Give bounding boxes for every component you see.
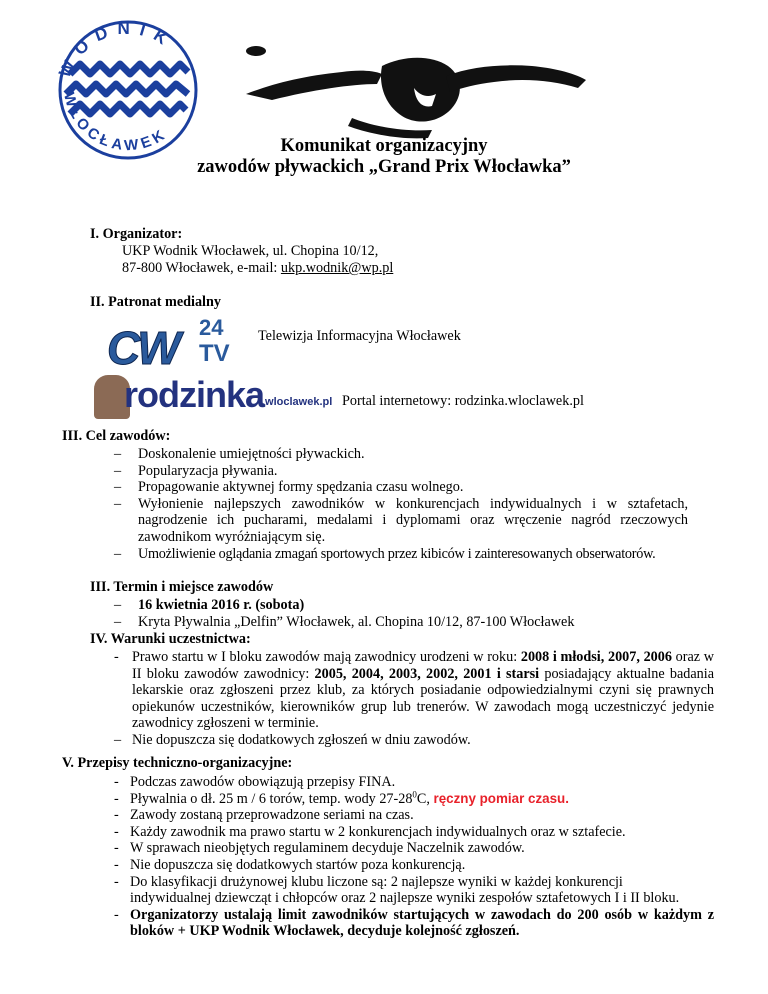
section-6-heading: V. Przepisy techniczno-organizacyjne: — [62, 755, 293, 771]
title-line-1: Komunikat organizacyjny — [280, 136, 488, 156]
cw-logo-tv: TV — [199, 340, 230, 367]
rule-item: - Podczas zawodów obowiązują przepisy FINA. — [114, 774, 396, 790]
rule-item-limit: - Organizatorzy ustalają limit zawodników startujących w zawodach do 200 osób w każdym z bloków + UKP Wodnik Włocławek, decyduje kolejność zgłoszeń. — [114, 906, 714, 940]
goal-item: – Doskonalenie umiejętności pływackich. — [114, 446, 365, 462]
rodzinka-logo-text: rodzinka — [124, 374, 265, 415]
rule-item: - Do klasyfikacji drużynowej klubu liczone są: 2 najlepsze wyniki w każdej konkurencji indywidualnej dziewcząt i chłopców oraz 2 najlepsze wyniki zespołów sztafetowych I i II bloku. — [114, 873, 680, 907]
date-place-list — [114, 597, 714, 630]
section-3-heading: III. Cel zawodów: — [62, 428, 171, 444]
rule-item: - Pływalnia o dł. 25 m / 6 torów, temp. wody $27-28^0C$, ręczny pomiar czasu. — [114, 788, 569, 807]
title-line-2: zawodów pływackich „Grand Prix Włocławka” — [197, 157, 571, 177]
rule-item: - Zawody zostaną przeprowadzone seriami na czas. — [114, 807, 414, 824]
section-5-heading: IV. Warunki uczestnictwa: — [90, 631, 251, 647]
section-1-heading: I. Organizator: — [90, 226, 183, 242]
tv-patron-name: Telewizja Informacyjna Włocławek — [258, 328, 461, 344]
section-4-heading: III. Termin i miejsce zawodów — [90, 579, 274, 595]
organizer-email-link[interactable]: ukp.wodnik@wp.pl — [280, 260, 394, 276]
organizer-line-1: UKP Wodnik Włocławek, ul. Chopina 10/12, — [122, 243, 379, 259]
event-place: – Kryta Pływalnia „Delfin” Włocławek, al. Chopina 10/12, 87-100 Włocławek — [114, 613, 575, 630]
manual-timing-note: ręczny pomiar czasu. — [433, 790, 569, 806]
participation-rule-2: – Nie dopuszcza się dodatkowych zgłoszeń w dniu zawodów. — [114, 731, 471, 748]
rodzinka-logo-suffix: .wloclawek.pl — [262, 396, 333, 408]
goal-item: – Umożliwienie oglądania zmagań sportowych przez kibiców i zainteresowanych obserwatorów. — [114, 545, 656, 562]
organizer-line-2 — [122, 260, 393, 277]
cw-logo-number: 24 — [199, 315, 224, 340]
goal-item: – Propagowanie aktywnej formy spędzania czasu wolnego. — [114, 479, 464, 496]
cw24tv-logo — [107, 317, 247, 377]
participation-rule-1: - Prawo startu w I bloku zawodów mają zawodnicy urodzeni w roku: 2008 i młodsi, 2007, 2006 oraz w II bloku zawodów zawodnicy: 2005, 2004, 2003, 2002, 2001 i starsi posiadający aktualne badania lekarskie oraz zgłoszeni przez klub, za których posiadanie odpowiedzialnymi czyni się prawnych opiekunów uczestników, kierowników grup lub trenerów. W zawodach mogą uczestniczyć jedynie zawodnicy zgłoszeni w terminie. — [114, 649, 715, 732]
goal-item: – Popularyzacja pływania. — [114, 462, 278, 479]
logo-bottom-text: WŁOCŁAWEK — [60, 90, 171, 155]
swimmer-illustration — [232, 36, 592, 146]
participation-rules — [114, 649, 714, 749]
rule-item: - W sprawach nieobjętych regulaminem decyduje Naczelnik zawodów. — [114, 840, 525, 857]
cw-logo-text: CW — [107, 322, 178, 374]
goal-item: – Wyłonienie najlepszych zawodników w konkurencjach indywidualnych i w sztafetach, nagrodzenie ich pucharami, medalami i dyplomami oraz wręczenie nagród rzeczowych zawodnikom wyróżniającym się. — [114, 495, 688, 545]
rodzinka-logo — [94, 373, 333, 421]
rule-item: - Każdy zawodnik ma prawo startu w 2 konkurencjach indywidualnych oraz w sztafecie. — [114, 823, 626, 840]
logo-top-text: WODNIK — [55, 18, 179, 81]
section-2-heading: II. Patronat medialny — [90, 294, 221, 310]
portal-patron-name: Portal internetowy: rodzinka.wloclawek.pl — [342, 393, 584, 409]
organizer-address: 87-800 Włocławek, e-mail: — [122, 260, 281, 276]
goals-list — [114, 446, 688, 562]
technical-rules — [114, 774, 714, 940]
rule-item: - Nie dopuszcza się dodatkowych startów poza konkurencją. — [114, 856, 466, 873]
event-date: – 16 kwietnia 2016 r. (sobota) — [114, 597, 305, 613]
